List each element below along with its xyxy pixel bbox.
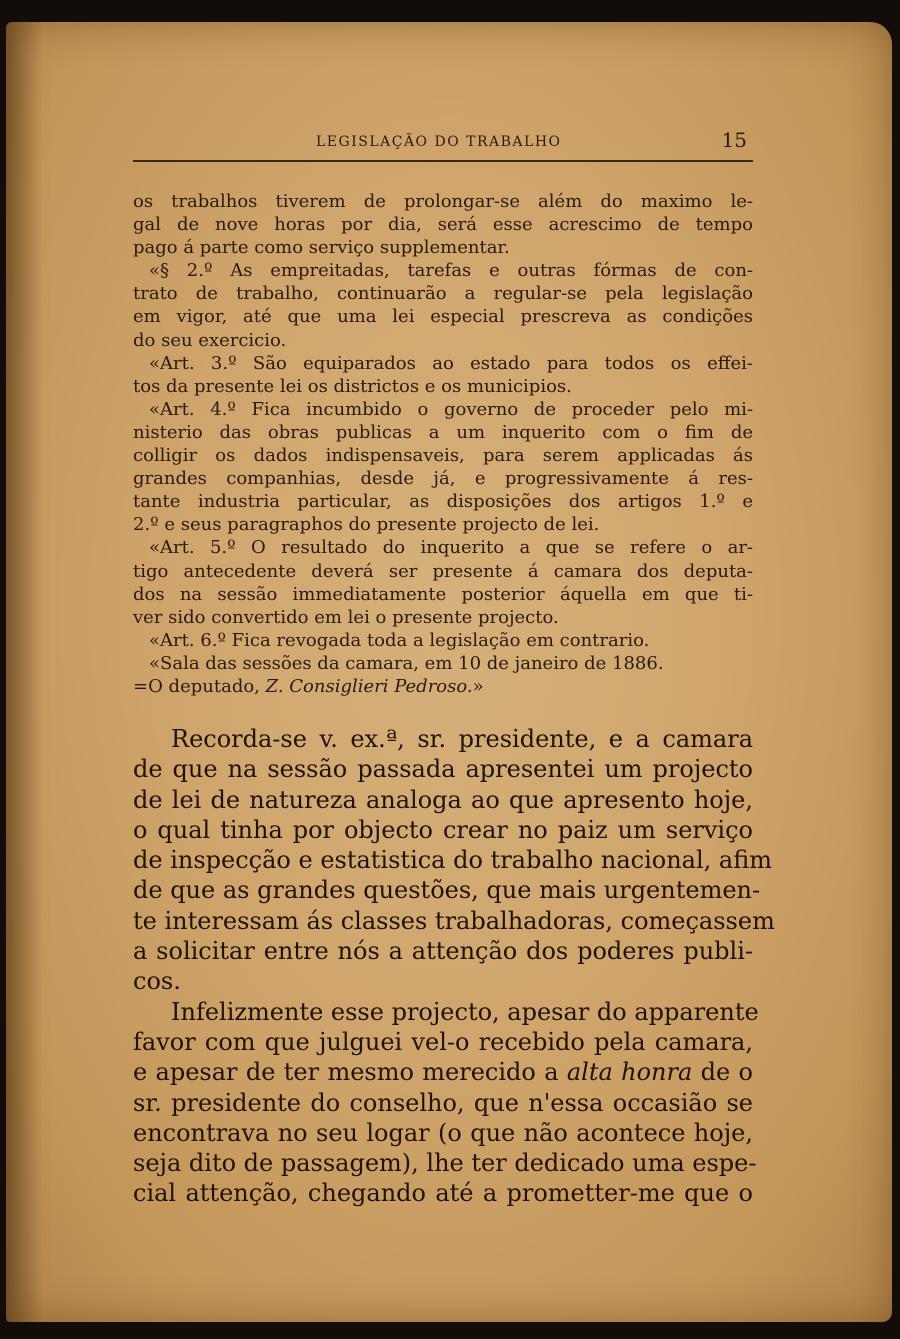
- spine-shadow: [6, 22, 42, 1322]
- text-line: trato de trabalho, continuarão a regular-se pela legislação: [133, 283, 753, 305]
- text-line: colligir os dados indispensaveis, para serem applicadas ás: [133, 445, 753, 467]
- text-line: tigo antecedente deverá ser presente á camara dos deputa-: [133, 560, 753, 582]
- text-line: Infelizmente esse projecto, apesar do apparente: [171, 997, 759, 1026]
- text-line: tos da presente lei os districtos e os municipios.: [133, 375, 572, 397]
- text-line: de que na sessão passada apresentei um projecto: [133, 755, 753, 784]
- text-segment: e apesar de ter mesmo merecido a: [133, 1058, 567, 1087]
- text-line: «Art. 6.º Fica revogada toda a legislação em contrario.: [149, 629, 650, 651]
- text-line: «Sala das sessões da camara, em 10 de janeiro de 1886.: [149, 652, 664, 674]
- text-line: o qual tinha por objecto crear no paiz um serviço: [133, 815, 753, 844]
- text-line: Recorda-se v. ex.ª, sr. presidente, e a camara: [171, 725, 753, 753]
- text-line: ver sido convertido em lei o presente projecto.: [133, 606, 559, 628]
- text-line: de que as grandes questões, que mais urgentemen-: [133, 876, 761, 905]
- text-line: te interessam ás classes trabalhadoras, começassem: [133, 906, 775, 935]
- text-segment: de o: [692, 1058, 754, 1087]
- signature-line: [133, 675, 753, 698]
- text-line: «Art. 5.º O resultado do inquerito a que se refere o ar-: [149, 537, 753, 559]
- text-line: favor com que julguei vel-o recebido pela camara,: [133, 1027, 753, 1056]
- text-line: de lei de natureza analoga ao que apresento hoje,: [133, 785, 753, 814]
- text-line: «Art. 3.º São equiparados ao estado para todos os effei-: [149, 352, 753, 374]
- text-line: cial attenção, chegando até a prometter-me que o: [133, 1179, 753, 1208]
- text-line: dos na sessão immediatamente posterior áquella em que ti-: [133, 583, 753, 605]
- text-line: grandes companhias, desde já, e progressivamente á res-: [133, 468, 753, 490]
- header-rule: [133, 160, 753, 162]
- text-line: a solicitar entre nós a attenção dos poderes publi-: [133, 937, 753, 966]
- text-line: de inspecção e estatistica do trabalho nacional, afim: [133, 846, 772, 875]
- text-line: tante industria particular, as disposições dos artigos 1.º e: [133, 491, 753, 513]
- italic-phrase: alta honra: [566, 1058, 693, 1087]
- running-title: LEGISLAÇÃO DO TRABALHO: [316, 134, 562, 150]
- text-line: encontrava no seu logar (o que não acontece hoje,: [133, 1118, 753, 1147]
- bill-text-block: [133, 190, 753, 698]
- text-line: do seu exercicio.: [133, 329, 287, 351]
- text-line: «§ 2.º As empreitadas, tarefas e outras fórmas de con-: [149, 260, 753, 282]
- text-line: [133, 1057, 753, 1087]
- text-line: pago á parte como serviço supplementar.: [133, 237, 510, 259]
- text-line: os trabalhos tiverem de prolongar-se além do maximo le-: [133, 191, 753, 212]
- page-number: 15: [721, 128, 747, 152]
- text-line: em vigor, até que uma lei especial prescreva as condições: [133, 306, 753, 328]
- signature-prefix: =O deputado,: [133, 675, 266, 697]
- quote-close: »: [472, 675, 484, 697]
- text-line: seja dito de passagem), lhe ter dedicado uma espe-: [133, 1149, 757, 1178]
- page-header: [133, 130, 753, 160]
- text-line: 2.º e seus paragraphos do presente projecto de lei.: [133, 514, 600, 536]
- signature-name: Z. Consiglieri Pedroso.: [265, 675, 473, 697]
- text-line: «Art. 4.º Fica incumbido o governo de proceder pelo mi-: [149, 398, 753, 420]
- text-line: gal de nove horas por dia, será esse acrescimo de tempo: [133, 214, 753, 236]
- text-line: sr. presidente do conselho, que n'essa occasião se: [133, 1088, 753, 1117]
- speech-text-block: [133, 724, 775, 1209]
- text-line: cos.: [133, 967, 181, 996]
- text-line: nisterio das obras publicas a um inquerito com o fim de: [133, 421, 753, 443]
